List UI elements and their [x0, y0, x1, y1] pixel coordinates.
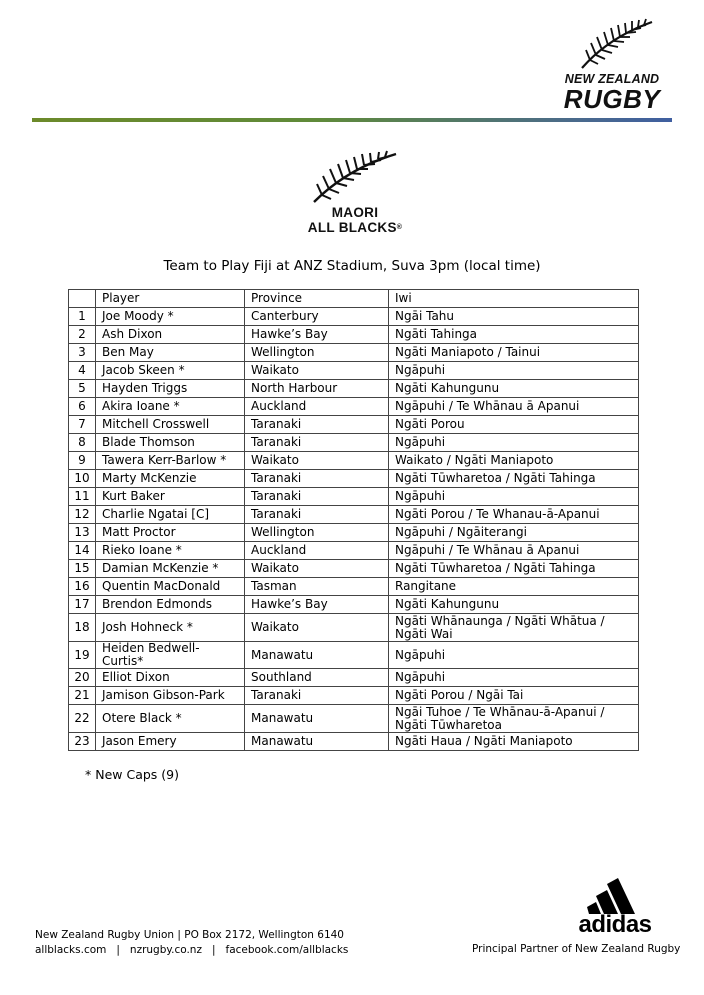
- cell-province: Waikato: [245, 362, 389, 380]
- table-header-row: [69, 290, 639, 308]
- table-row: [69, 380, 639, 398]
- cell-player: Charlie Ngatai [C]: [96, 506, 245, 524]
- table-row: [69, 470, 639, 488]
- cell-number: 6: [69, 398, 96, 416]
- table-row: [69, 614, 639, 642]
- table-row: [69, 524, 639, 542]
- footer-separator: |: [116, 944, 120, 956]
- cell-province: Taranaki: [245, 470, 389, 488]
- header-province: Province: [245, 290, 389, 308]
- cell-province: Waikato: [245, 452, 389, 470]
- footer-address: New Zealand Rugby Union | PO Box 2172, Wellington 6140: [35, 929, 344, 941]
- cell-province: Manawatu: [245, 733, 389, 751]
- table-row: [69, 416, 639, 434]
- cell-province: Hawke’s Bay: [245, 596, 389, 614]
- cell-number: 21: [69, 687, 96, 705]
- team-logo-text: [300, 205, 410, 235]
- cell-iwi: Ngāti Haua / Ngāti Maniapoto: [389, 733, 639, 751]
- cell-player: Kurt Baker: [96, 488, 245, 506]
- cell-number: 13: [69, 524, 96, 542]
- cell-player: Brendon Edmonds: [96, 596, 245, 614]
- cell-player: Ash Dixon: [96, 326, 245, 344]
- footer-link-facebook[interactable]: facebook.com/allblacks: [225, 944, 349, 956]
- table-row: [69, 669, 639, 687]
- adidas-logo: [566, 876, 664, 936]
- table-row: [69, 705, 639, 733]
- cell-iwi: Ngāpuhi / Te Whānau ā Apanui: [389, 542, 639, 560]
- cell-player: Damian McKenzie *: [96, 560, 245, 578]
- partner-text: Principal Partner of New Zealand Rugby: [472, 943, 681, 955]
- team-logo-line2: [300, 220, 410, 235]
- document-title: Team to Play Fiji at ANZ Stadium, Suva 3pm (local time): [163, 258, 541, 274]
- cell-province: North Harbour: [245, 380, 389, 398]
- cell-number: 1: [69, 308, 96, 326]
- header-divider: [32, 118, 672, 122]
- header-player: Player: [96, 290, 245, 308]
- cell-player: Joe Moody *: [96, 308, 245, 326]
- cell-number: 17: [69, 596, 96, 614]
- footer-contact: [35, 928, 348, 958]
- cell-iwi: Ngāti Maniapoto / Tainui: [389, 344, 639, 362]
- cell-player: Jacob Skeen *: [96, 362, 245, 380]
- table-row: [69, 542, 639, 560]
- table-row: [69, 596, 639, 614]
- cell-iwi: Ngāpuhi: [389, 362, 639, 380]
- adidas-stripes-icon: [587, 876, 643, 914]
- cell-player: Heiden Bedwell-Curtis*: [96, 642, 245, 669]
- cell-player: Matt Proctor: [96, 524, 245, 542]
- table-row: [69, 452, 639, 470]
- cell-number: 14: [69, 542, 96, 560]
- registered-mark: ®: [396, 224, 403, 231]
- cell-player: Jamison Gibson-Park: [96, 687, 245, 705]
- cell-iwi: Ngāti Tahinga: [389, 326, 639, 344]
- cell-number: 9: [69, 452, 96, 470]
- cell-player: Blade Thomson: [96, 434, 245, 452]
- cell-number: 5: [69, 380, 96, 398]
- nzr-logo-line2: RUGBY: [563, 84, 661, 114]
- nzr-logo-line1: NEW ZEALAND: [564, 72, 660, 86]
- cell-iwi: Ngāi Tuhoe / Te Whānau-ā-Apanui / Ngāti Tūwharetoa: [389, 705, 639, 733]
- table-row: [69, 488, 639, 506]
- cell-province: Manawatu: [245, 705, 389, 733]
- cell-iwi: Ngāti Kahungunu: [389, 380, 639, 398]
- cell-province: Waikato: [245, 614, 389, 642]
- cell-number: 20: [69, 669, 96, 687]
- table-row: [69, 362, 639, 380]
- cell-province: Manawatu: [245, 642, 389, 669]
- cell-iwi: Ngāti Porou: [389, 416, 639, 434]
- table-row: [69, 344, 639, 362]
- table-row: [69, 560, 639, 578]
- cell-player: Tawera Kerr-Barlow *: [96, 452, 245, 470]
- cell-province: Southland: [245, 669, 389, 687]
- cell-number: 23: [69, 733, 96, 751]
- team-table: [68, 289, 639, 751]
- cell-number: 3: [69, 344, 96, 362]
- cell-iwi: Ngāi Tahu: [389, 308, 639, 326]
- table-row: [69, 733, 639, 751]
- cell-player: Rieko Ioane *: [96, 542, 245, 560]
- maori-all-blacks-logo: [300, 150, 410, 246]
- header-iwi: Iwi: [389, 290, 639, 308]
- silver-fern-icon: [576, 18, 656, 70]
- table-row: [69, 506, 639, 524]
- cell-player: Jason Emery: [96, 733, 245, 751]
- cell-province: Wellington: [245, 524, 389, 542]
- cell-iwi: Ngāti Porou / Ngāi Tai: [389, 687, 639, 705]
- cell-player: Ben May: [96, 344, 245, 362]
- cell-iwi: Ngāpuhi: [389, 669, 639, 687]
- cell-province: Tasman: [245, 578, 389, 596]
- table-row: [69, 642, 639, 669]
- footer-link-allblacks[interactable]: allblacks.com: [35, 944, 107, 956]
- cell-iwi: Ngāti Tūwharetoa / Ngāti Tahinga: [389, 470, 639, 488]
- cell-player: Marty McKenzie: [96, 470, 245, 488]
- header-number: [69, 290, 96, 308]
- cell-number: 4: [69, 362, 96, 380]
- cell-iwi: Waikato / Ngāti Maniapoto: [389, 452, 639, 470]
- cell-province: Taranaki: [245, 687, 389, 705]
- cell-iwi: Ngāti Porou / Te Whanau-ā-Apanui: [389, 506, 639, 524]
- team-table-body: [69, 308, 639, 751]
- table-row: [69, 434, 639, 452]
- cell-number: 16: [69, 578, 96, 596]
- cell-province: Wellington: [245, 344, 389, 362]
- cell-number: 18: [69, 614, 96, 642]
- cell-province: Taranaki: [245, 506, 389, 524]
- cell-iwi: Ngāpuhi / Te Whānau ā Apanui: [389, 398, 639, 416]
- cell-province: Hawke’s Bay: [245, 326, 389, 344]
- silver-fern-icon: [308, 150, 402, 204]
- cell-player: Hayden Triggs: [96, 380, 245, 398]
- team-logo-line1: MAORI: [331, 205, 379, 220]
- cell-iwi: Ngāpuhi: [389, 434, 639, 452]
- table-row: [69, 308, 639, 326]
- cell-number: 12: [69, 506, 96, 524]
- footer-link-nzrugby[interactable]: nzrugby.co.nz: [129, 944, 202, 956]
- table-row: [69, 398, 639, 416]
- cell-iwi: Ngāti Tūwharetoa / Ngāti Tahinga: [389, 560, 639, 578]
- cell-iwi: Ngāpuhi: [389, 642, 639, 669]
- cell-number: 8: [69, 434, 96, 452]
- cell-iwi: Ngāti Whānaunga / Ngāti Whātua / Ngāti Wai: [389, 614, 639, 642]
- adidas-wordmark: adidas: [578, 911, 652, 938]
- cell-number: 22: [69, 705, 96, 733]
- cell-province: Canterbury: [245, 308, 389, 326]
- cell-province: Auckland: [245, 398, 389, 416]
- cell-province: Waikato: [245, 560, 389, 578]
- cell-number: 10: [69, 470, 96, 488]
- cell-iwi: Rangitane: [389, 578, 639, 596]
- new-caps-note: * New Caps (9): [85, 767, 179, 782]
- table-row: [69, 578, 639, 596]
- nz-rugby-logo: [556, 18, 668, 114]
- footer-separator: |: [211, 944, 216, 956]
- cell-player: Quentin MacDonald: [96, 578, 245, 596]
- cell-province: Taranaki: [245, 488, 389, 506]
- cell-province: Taranaki: [245, 434, 389, 452]
- table-row: [69, 687, 639, 705]
- cell-player: Elliot Dixon: [96, 669, 245, 687]
- cell-province: Auckland: [245, 542, 389, 560]
- footer-links: [35, 943, 348, 958]
- cell-player: Akira Ioane *: [96, 398, 245, 416]
- team-logo-line2-text: ALL BLACKS: [307, 220, 397, 235]
- cell-player: Mitchell Crosswell: [96, 416, 245, 434]
- cell-number: 11: [69, 488, 96, 506]
- cell-province: Taranaki: [245, 416, 389, 434]
- cell-iwi: Ngāti Kahungunu: [389, 596, 639, 614]
- cell-number: 2: [69, 326, 96, 344]
- cell-iwi: Ngāpuhi / Ngāiterangi: [389, 524, 639, 542]
- cell-player: Josh Hohneck *: [96, 614, 245, 642]
- table-row: [69, 326, 639, 344]
- cell-number: 7: [69, 416, 96, 434]
- cell-number: 15: [69, 560, 96, 578]
- cell-number: 19: [69, 642, 96, 669]
- cell-player: Otere Black *: [96, 705, 245, 733]
- cell-iwi: Ngāpuhi: [389, 488, 639, 506]
